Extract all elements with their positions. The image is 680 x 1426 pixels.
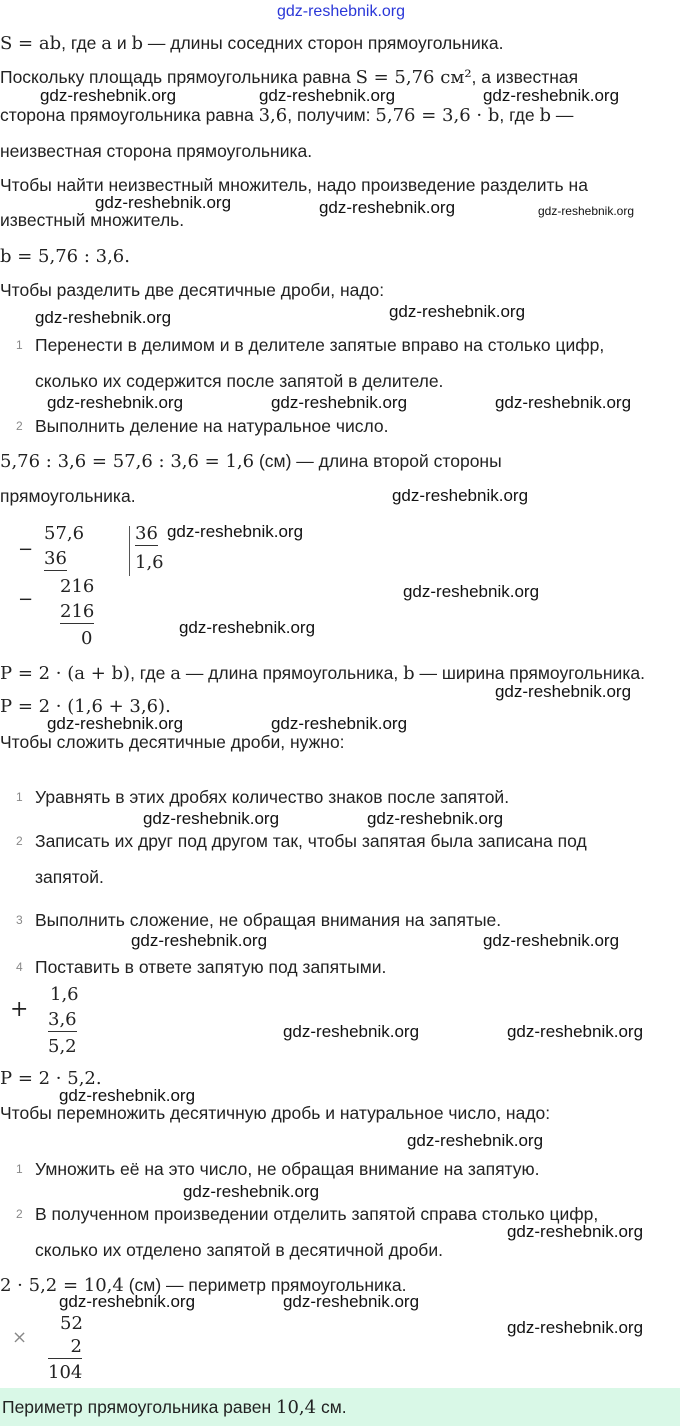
- watermark: gdz-reshebnik.org: [39, 86, 177, 105]
- math-expression: a: [170, 663, 181, 684]
- quotient: 1,6: [135, 552, 164, 573]
- paragraph-line: [0, 486, 136, 506]
- dividend: 57,6: [44, 523, 85, 544]
- text-segment: — длины соседних сторон прямоугольника.: [143, 33, 504, 53]
- sum: 5,2: [48, 1036, 77, 1057]
- math-expression: 10,4: [276, 1397, 317, 1418]
- watermark: gdz-reshebnik.org: [494, 682, 632, 701]
- watermark: gdz-reshebnik.org: [46, 393, 184, 412]
- watermark: gdz-reshebnik.org: [318, 198, 456, 217]
- watermark: gdz-reshebnik.org: [258, 86, 396, 105]
- remainder-2: 0: [81, 628, 93, 649]
- text-segment: , получим:: [287, 105, 376, 125]
- watermark: gdz-reshebnik.org: [391, 486, 529, 505]
- text-segment: , где: [499, 105, 540, 125]
- watermark: gdz-reshebnik.org: [494, 393, 632, 412]
- watermark: gdz-reshebnik.org: [506, 1022, 644, 1041]
- subtrahend-2: 216: [60, 601, 95, 622]
- math-expression: S = 5,76 см²: [355, 67, 472, 88]
- answer-box: [0, 1388, 680, 1426]
- math-expression: S = ab: [0, 33, 62, 54]
- list-item-text: [35, 831, 587, 851]
- math-expression: 2 · 5,2 = 10,4: [0, 1275, 124, 1296]
- watermark: gdz-reshebnik.org: [537, 204, 635, 218]
- list-item-text: [35, 335, 604, 355]
- text-segment: неизвестная сторона прямоугольника.: [0, 141, 313, 161]
- list-number: 2: [16, 834, 23, 848]
- list-item-text: [35, 371, 443, 391]
- paragraph-line: [0, 663, 645, 684]
- minus-sign: −: [18, 539, 34, 560]
- text-segment: Чтобы перемножить десятичную дробь и натуральное число, надо:: [0, 1103, 551, 1123]
- site-link-watermark[interactable]: gdz-reshebnik.org: [276, 3, 406, 20]
- paragraph-line: [0, 1103, 550, 1123]
- watermark: gdz-reshebnik.org: [178, 618, 316, 637]
- paragraph-line: [0, 67, 578, 88]
- list-item-text: [35, 787, 509, 807]
- watermark: gdz-reshebnik.org: [94, 193, 232, 212]
- text-segment: и: [112, 33, 132, 53]
- text-segment: В полученном произведении отделить запятой справа столько цифр,: [35, 1204, 599, 1224]
- text-segment: прямоугольника.: [0, 486, 136, 506]
- math-expression: b = 5,76 : 3,6.: [0, 246, 130, 267]
- text-segment: запятой.: [35, 867, 104, 887]
- math-expression: P = 2 · (1,6 + 3,6).: [0, 696, 171, 717]
- remainder-1: 216: [60, 576, 95, 597]
- list-item-text: [35, 910, 501, 930]
- text-segment: Чтобы найти неизвестный множитель, надо произведение разделить на: [0, 175, 588, 195]
- subtrahend-1: 36: [44, 548, 67, 569]
- minus-sign: −: [18, 589, 34, 610]
- math-expression: P = 2 · (a + b): [0, 663, 131, 684]
- watermark: gdz-reshebnik.org: [46, 714, 184, 733]
- math-expression: 5,76 = 3,6 · b: [375, 105, 500, 126]
- addend-1: 1,6: [50, 984, 79, 1005]
- watermark: gdz-reshebnik.org: [142, 809, 280, 828]
- watermark: gdz-reshebnik.org: [406, 1131, 544, 1150]
- paragraph-line: [0, 451, 502, 472]
- text-segment: Умножить её на это число, не обращая внимание на запятую.: [35, 1159, 540, 1179]
- watermark: gdz-reshebnik.org: [270, 393, 408, 412]
- division-bar: [129, 526, 130, 576]
- math-expression: b: [539, 105, 552, 126]
- watermark: gdz-reshebnik.org: [182, 1182, 320, 1201]
- watermark: gdz-reshebnik.org: [506, 1222, 644, 1241]
- list-item-text: [35, 1240, 443, 1260]
- list-item-text: [35, 957, 386, 977]
- text-segment: Перенести в делимом и в делителе запятые вправо на столько цифр,: [35, 335, 605, 355]
- text-segment: Уравнять в этих дробях количество знаков после запятой.: [35, 787, 510, 807]
- math-expression: 3,6: [258, 105, 288, 126]
- watermark: gdz-reshebnik.org: [58, 1086, 196, 1105]
- paragraph-line: [0, 175, 588, 195]
- addend-2: 3,6: [48, 1009, 77, 1030]
- math-expression: a: [101, 33, 112, 54]
- paragraph-line: [0, 732, 345, 752]
- watermark: gdz-reshebnik.org: [506, 1318, 644, 1337]
- text-segment: , где: [61, 33, 102, 53]
- watermark: gdz-reshebnik.org: [366, 809, 504, 828]
- math-expression: 5,76 : 3,6 = 57,6 : 3,6 = 1,6: [0, 451, 255, 472]
- text-segment: (см) — периметр прямоугольника.: [123, 1275, 407, 1295]
- text-segment: Чтобы сложить десятичные дроби, нужно:: [0, 732, 345, 752]
- text-segment: Поскольку площадь прямоугольника равна: [0, 67, 356, 87]
- watermark: gdz-reshebnik.org: [270, 714, 408, 733]
- list-number: 2: [16, 419, 23, 433]
- paragraph-line: [0, 280, 384, 300]
- text-segment: Выполнить сложение, не обращая внимания на запятые.: [35, 910, 502, 930]
- paragraph-line: [0, 141, 312, 161]
- text-segment: Поставить в ответе запятую под запятыми.: [35, 957, 387, 977]
- paragraph-line: [0, 33, 503, 54]
- math-expression: b: [403, 663, 415, 684]
- text-segment: сколько их отделено запятой в десятичной дроби.: [35, 1240, 443, 1260]
- list-item-text: [35, 1204, 598, 1224]
- text-segment: —: [551, 105, 574, 125]
- list-item-text: [35, 416, 389, 436]
- list-item-text: [35, 867, 104, 887]
- watermark: gdz-reshebnik.org: [34, 308, 172, 327]
- list-number: 2: [16, 1207, 23, 1221]
- times-sign: ×: [12, 1327, 28, 1348]
- watermark: gdz-reshebnik.org: [130, 931, 268, 950]
- watermark: gdz-reshebnik.org: [282, 1292, 420, 1311]
- paragraph-line: [0, 210, 184, 230]
- text-segment: (см) — длина второй стороны: [254, 451, 502, 471]
- watermark: gdz-reshebnik.org: [166, 522, 304, 541]
- text-segment: — ширина прямоугольника.: [414, 663, 645, 683]
- paragraph-line: [0, 105, 573, 126]
- watermark: gdz-reshebnik.org: [58, 1292, 196, 1311]
- divisor: 36: [135, 523, 158, 544]
- text-segment: , где: [130, 663, 171, 683]
- list-number: 1: [16, 790, 23, 804]
- list-number: 1: [16, 1162, 23, 1176]
- text-segment: известный множитель.: [0, 210, 185, 230]
- watermark: gdz-reshebnik.org: [402, 582, 540, 601]
- watermark: gdz-reshebnik.org: [282, 1022, 420, 1041]
- watermark: gdz-reshebnik.org: [482, 86, 620, 105]
- text-segment: Выполнить деление на натуральное число.: [35, 416, 389, 436]
- list-item-text: [35, 1159, 540, 1179]
- text-segment: — длина прямоугольника,: [180, 663, 404, 683]
- answer-text: [2, 1397, 347, 1418]
- watermark: gdz-reshebnik.org: [482, 931, 620, 950]
- text-segment: сторона прямоугольника равна: [0, 105, 259, 125]
- list-number: 3: [16, 913, 23, 927]
- factor-1: 52: [60, 1313, 83, 1334]
- factor-2: 2: [48, 1336, 82, 1359]
- text-segment: Чтобы разделить две десятичные дроби, надо:: [0, 280, 385, 300]
- list-number: 1: [16, 338, 23, 352]
- plus-sign: +: [10, 997, 29, 1022]
- text-segment: Периметр прямоугольника равен: [2, 1397, 276, 1417]
- text-segment: см.: [316, 1397, 347, 1417]
- product: 104: [48, 1362, 83, 1383]
- watermark: gdz-reshebnik.org: [388, 302, 526, 321]
- list-number: 4: [16, 960, 23, 974]
- text-segment: Записать их друг под другом так, чтобы запятая была записана под: [35, 831, 587, 851]
- text-segment: сколько их содержится после запятой в делителе.: [35, 371, 444, 391]
- math-expression: b: [131, 33, 144, 54]
- paragraph-line: [0, 246, 130, 267]
- math-expression: P = 2 · 5,2.: [0, 1068, 102, 1089]
- text-segment: , а известная: [471, 67, 579, 87]
